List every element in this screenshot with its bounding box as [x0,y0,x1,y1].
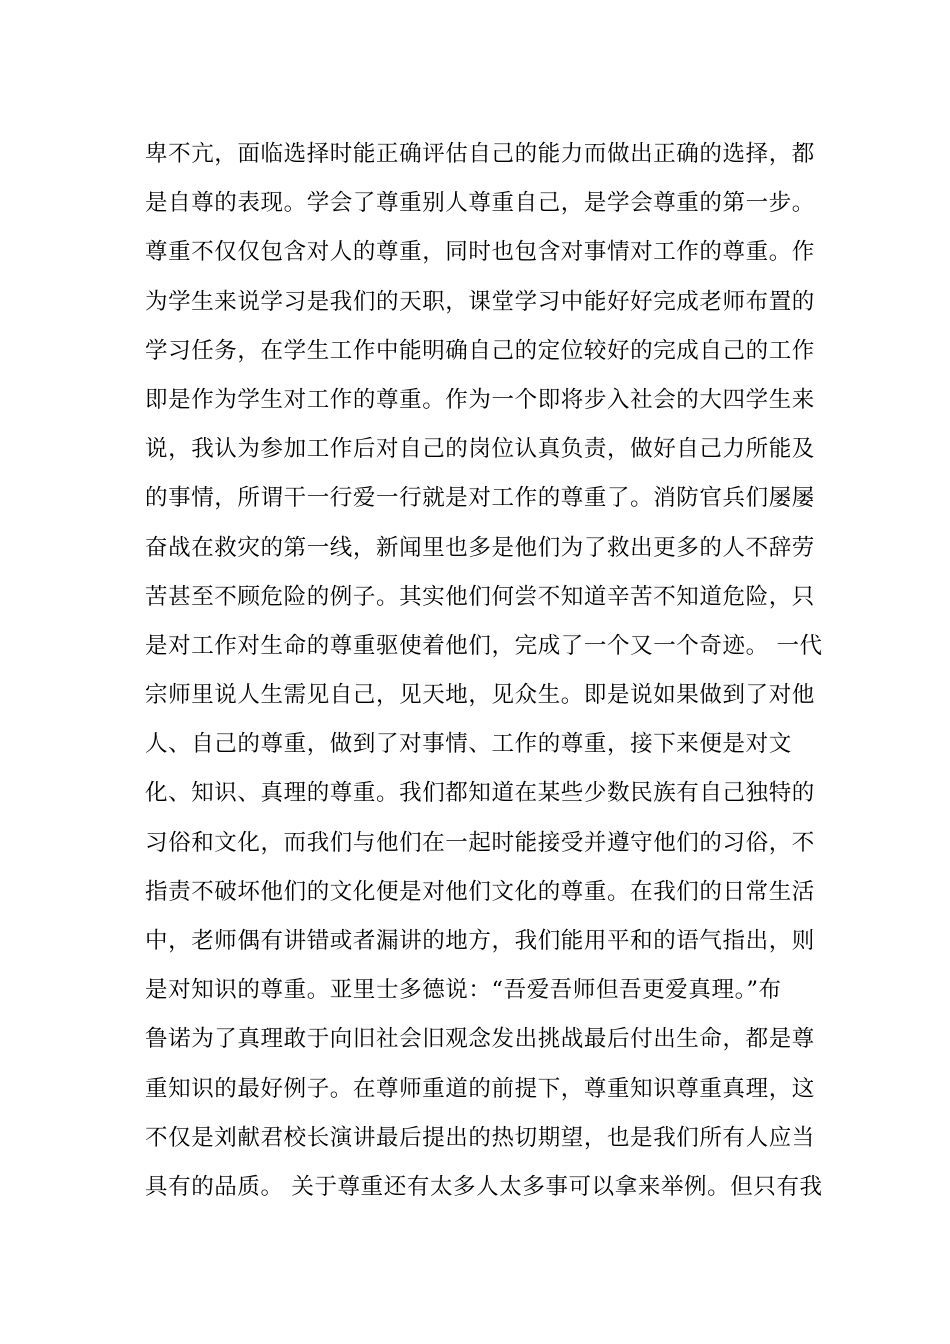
text-line-4: 为学生来说学习是我们的天职，课堂学习中能好好完成老师布置的 [145,288,815,315]
text-line-20: 重知识的最好例子。在尊师重道的前提下，尊重知识尊重真理，这 [145,1075,815,1102]
text-line-1: 卑不亢，面临选择时能正确评估自己的能力而做出正确的选择，都 [145,141,815,167]
text-line-15: 习俗和文化，而我们与他们在一起时能接受并遵守他们的习俗，不 [145,829,815,856]
text-line-21: 不仅是刘献君校长演讲最后提出的热切期望，也是我们所有人应当 [145,1124,815,1151]
text-line-12: 宗师里说人生需见自己，见天地，见众生。即是说如果做到了对他 [145,682,815,709]
body-text [145,130,823,1212]
text-line-6: 即是作为学生对工作的尊重。作为一个即将步入社会的大四学生来 [145,386,815,413]
text-line-22: 具有的品质。 关于尊重还有太多人太多事可以拿来举例。但只有我 [145,1173,823,1200]
text-line-9: 奋战在救灾的第一线，新闻里也多是他们为了救出更多的人不辞劳 [145,534,815,561]
text-line-17: 中，老师偶有讲错或者漏讲的地方，我们能用平和的语气指出，则 [145,928,815,954]
text-line-5: 学习任务，在学生工作中能明确自己的定位较好的完成自己的工作 [145,337,815,364]
text-line-16: 指责不破坏他们的文化便是对他们文化的尊重。在我们的日常生活 [145,878,815,905]
text-line-14: 化、知识、真理的尊重。我们都知道在某些少数民族有自己独特的 [145,780,815,807]
text-line-13: 人、自己的尊重，做到了对事情、工作的尊重，接下来便是对文 [145,731,792,758]
text-line-18: 是对知识的尊重。亚里士多德说：“吾爱吾师但吾更爱真理。”布 [145,977,782,1004]
text-line-19: 鲁诺为了真理敢于向旧社会旧观念发出挑战最后付出生命，都是尊 [145,1026,815,1053]
text-line-2: 是自尊的表现。学会了尊重别人尊重自己，是学会尊重的第一步。 [145,190,815,217]
text-line-10: 苦甚至不顾危险的例子。其实他们何尝不知道辛苦不知道危险，只 [145,583,815,610]
text-line-7: 说，我认为参加工作后对自己的岗位认真负责，做好自己力所能及 [145,436,815,463]
text-line-3: 尊重不仅仅包含对人的尊重，同时也包含对事情对工作的尊重。作 [145,239,815,266]
text-line-11: 是对工作对生命的尊重驱使着他们，完成了一个又一个奇迹。 一代 [145,632,823,659]
text-line-8: 的事情，所谓干一行爱一行就是对工作的尊重了。消防官兵们屡屡 [145,485,815,512]
